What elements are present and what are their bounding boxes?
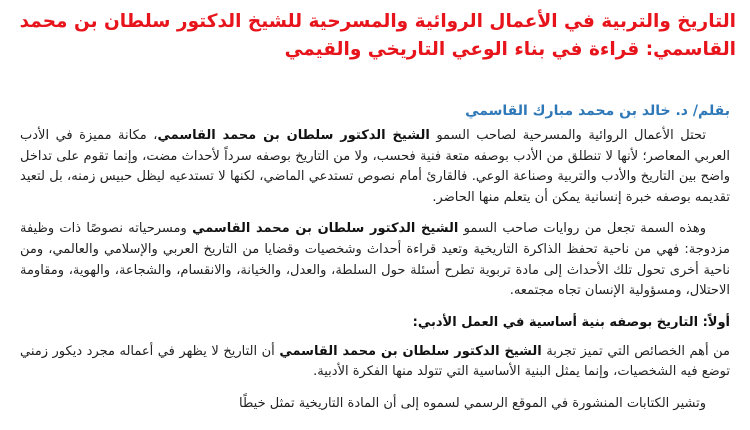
paragraph-text: ومسرحياته نصوصًا ذات وظيفة مزدوجة: فهي من ناحية تحفظ الذاكرة التاريخية وتعيد قراءة أحداث وشخصيات وقضايا من التاريخ العربي والإسلامي والعالمي، ومن ناحية أخرى تحول تلك الأحداث إلى مادة تربوية تطرح أسئلة حول السلطة، والعدل، والخيانة، والانقسام، والشجاعة، والهوية، ومقاومة الاحتلال، ومسؤولية الإنسان تجاه مجتمعه. <box>20 221 730 299</box>
paragraph-text: من أهم الخصائص التي تميز تجربة <box>541 343 730 359</box>
paragraph-text: وهذه السمة تجعل من روايات صاحب السمو <box>458 221 707 237</box>
article-paragraph-3 <box>20 342 730 383</box>
author-name-bold: الشيخ الدكتور سلطان بن محمد القاسمي <box>157 128 430 143</box>
paragraph-text: تحتل الأعمال الروائية والمسرحية لصاحب السمو <box>429 128 707 143</box>
paragraph-text: وتشير الكتابات المنشورة في الموقع الرسمي لسموه إلى أن المادة التاريخية تمثل خيطًا <box>239 395 706 411</box>
article-byline: بقلم/ د. خالد بن محمد مبارك القاسمي <box>465 103 730 119</box>
author-name-bold: الشيخ الدكتور سلطان بن محمد القاسمي <box>279 343 542 359</box>
article-title: التاريخ والتربية في الأعمال الروائية والمسرحية للشيخ الدكتور سلطان بن محمد القاسمي: قراءة في بناء الوعي التاريخي والقيمي <box>19 11 736 60</box>
author-name-bold: الشيخ الدكتور سلطان بن محمد القاسمي <box>192 221 459 237</box>
section-heading: أولاً: التاريخ بوصفه بنية أساسية في العمل الأدبي: <box>412 314 730 330</box>
article-paragraph-4 <box>20 394 730 415</box>
article-paragraph-1 <box>20 126 730 208</box>
article-paragraph-2 <box>20 219 730 301</box>
paragraph-text: ، مكانة مميزة في الأدب العربي المعاصر؛ لأنها لا تنطلق من الأدب بوصفه متعة فنية فحسب، ولا من التاريخ بوصفه سرداً لأحداث مضت، وإنما تقوم على تداخل واضح بين التاريخ والأدب والتربية وصناعة الوعي. فالقارئ أمام نصوص تستدعي الماضي، لكنها لا تستدعيه ليظل حبيس زمنه، بل لتعيد تقديمه بوصفه خبرة إنسانية يمكن أن يتعلم منها الحاضر. <box>20 128 730 205</box>
article-body <box>20 126 730 426</box>
paragraph-text: أن التاريخ لا يظهر في أعماله مجرد ديكور زمني توضع فيه الشخصيات، وإنما يمثل البنية الأساسية التي تتولد منها الفكرة الأدبية. <box>20 343 730 380</box>
